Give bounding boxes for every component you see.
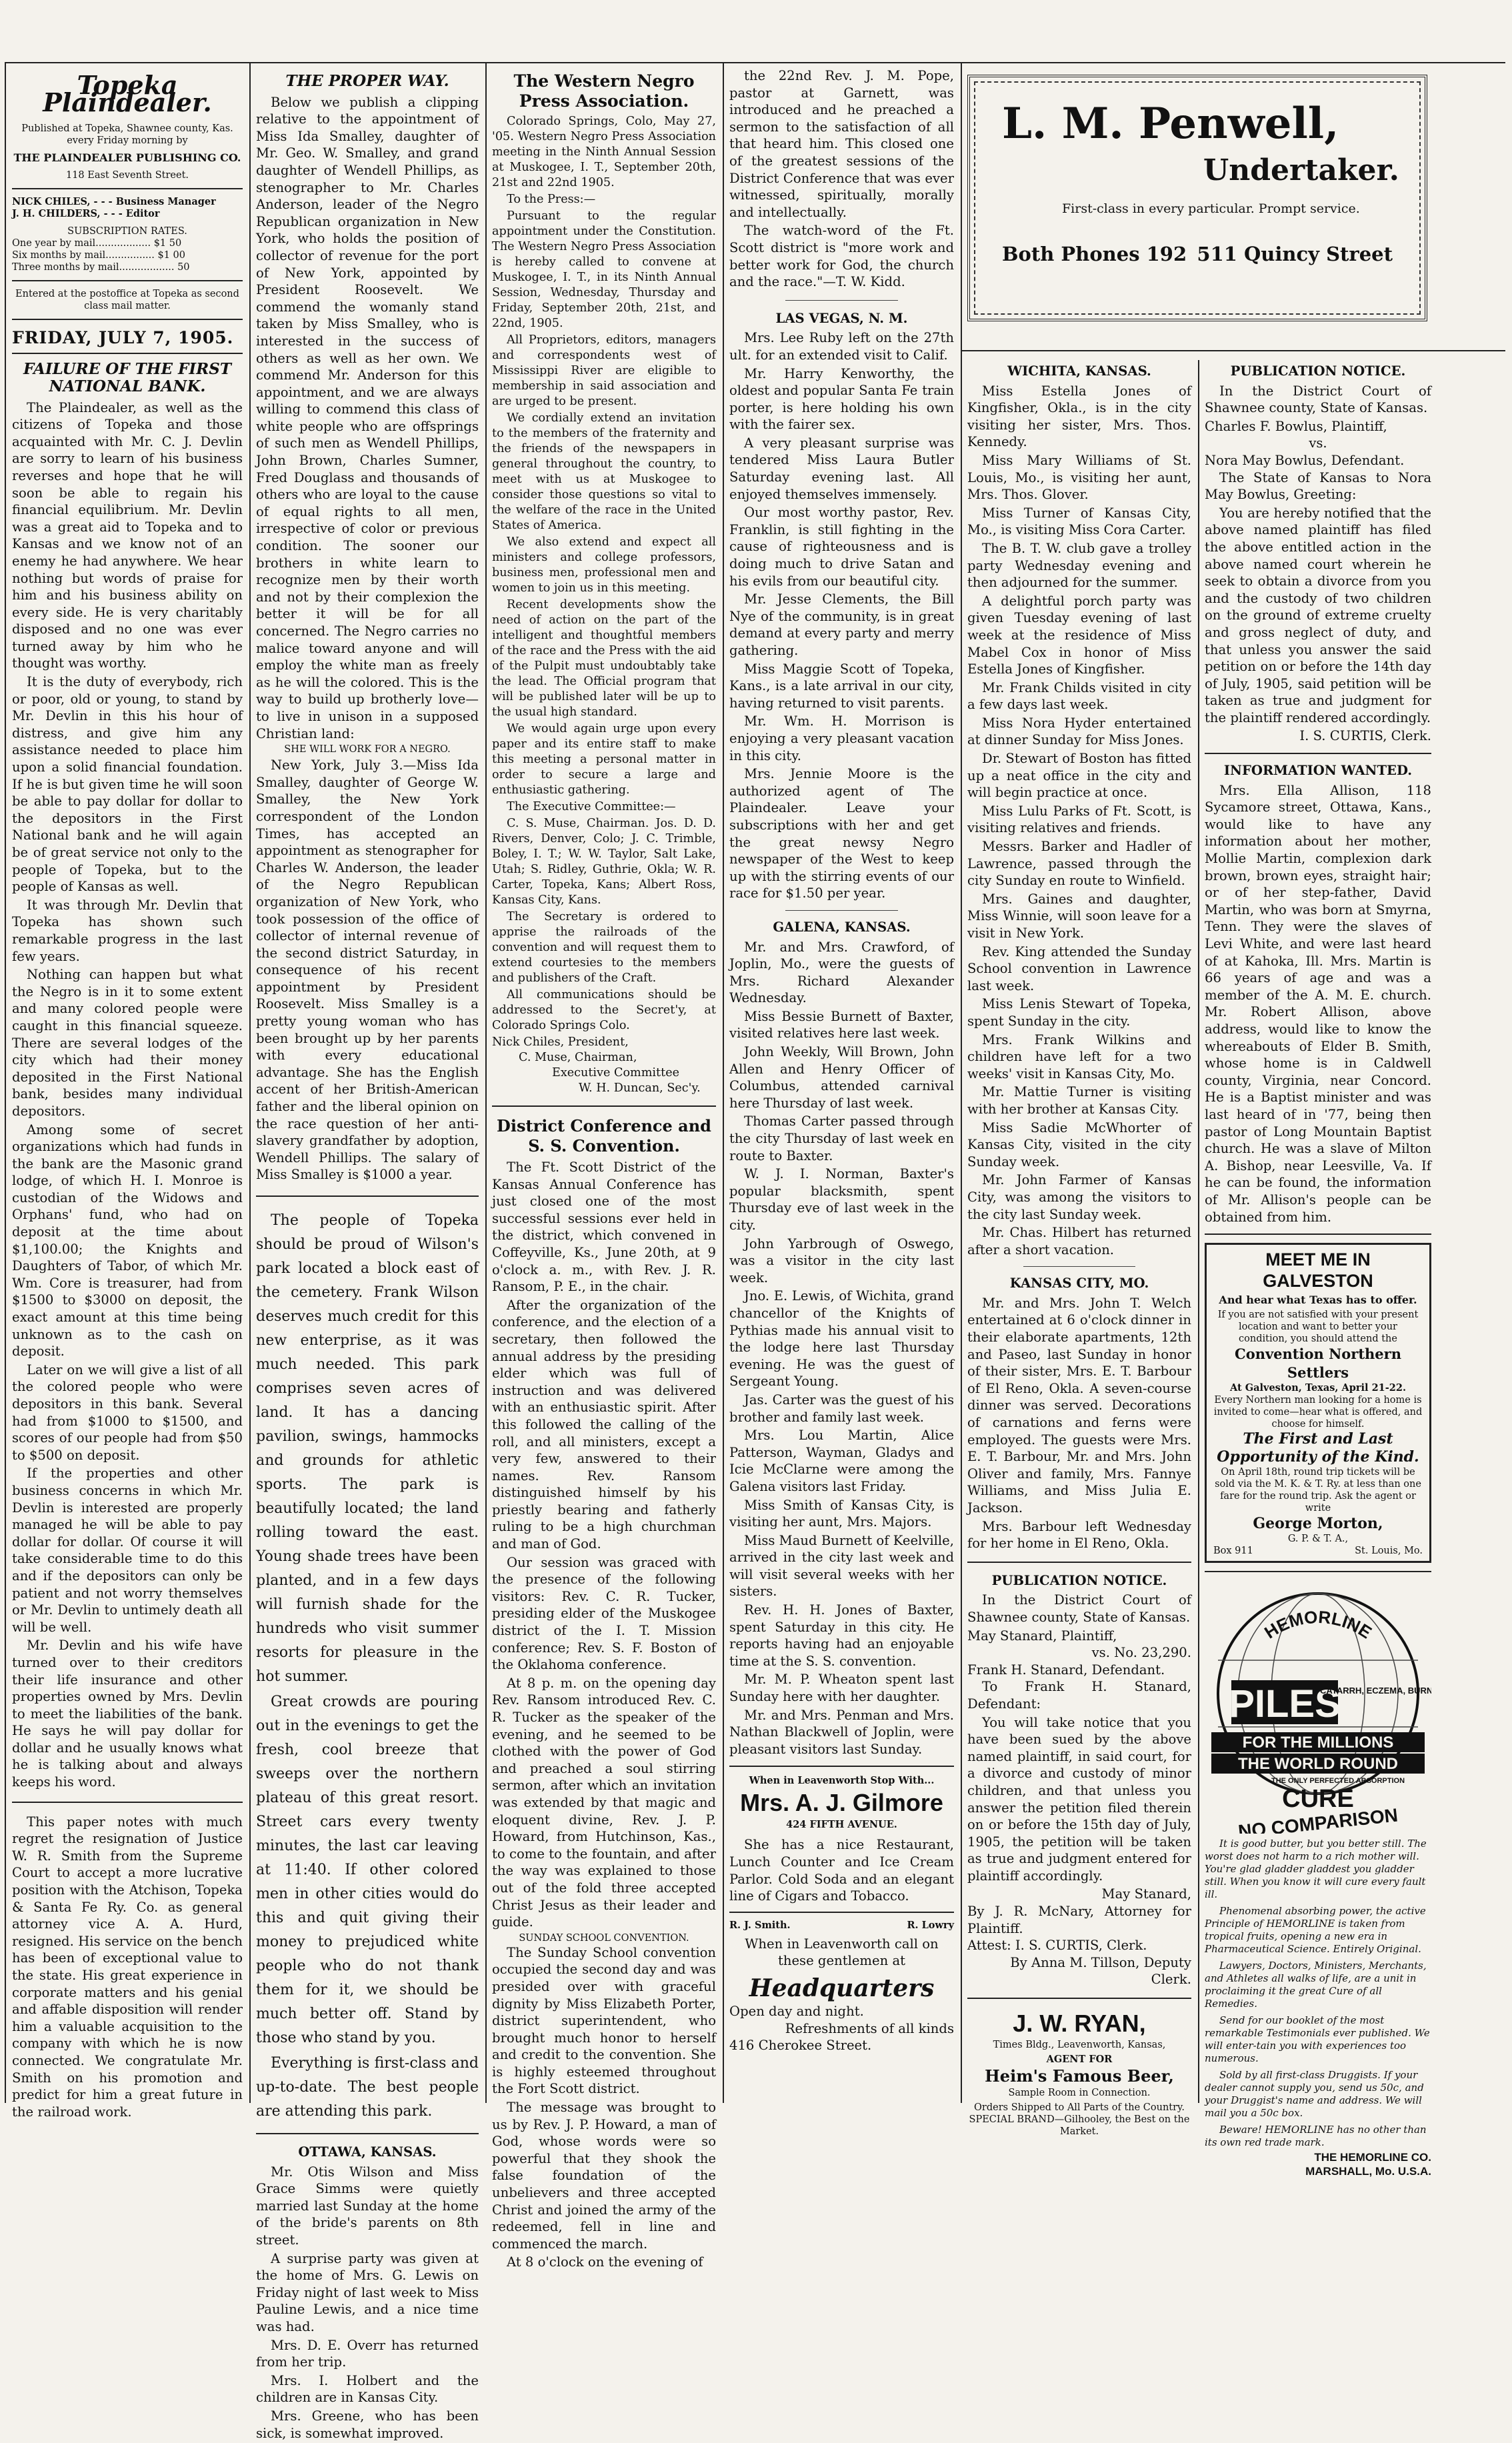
column-6 xyxy=(1205,360,1431,2178)
article-paragraph: We also extend and expect all ministers and college professors, business men, professional men and women to join us in this meeting. xyxy=(492,535,716,595)
ryan-agent: AGENT FOR xyxy=(1046,2054,1113,2066)
galveston-role: G. P. & T. A., xyxy=(1287,1533,1349,1544)
article-paragraph: The Plaindealer, as well as the citizens of Topeka and those acquainted with Mr. C. J. Devlin are sorry to learn of his business reverses and hope that he will soon be able to regain his financial equilibrium. Mr. Devlin was a great aid to Topeka and to Kansas and we know not of an enemy he had anywhere. We hear nothing but words of praise for him and his business ability on every side. He is very charitably disposed and no one was ever turned away by him who he thought was worthy. xyxy=(12,399,243,671)
rate-line: Three months by mail.................. 50 xyxy=(12,261,190,273)
article-paragraph: Colorado Springs, Colo, May 27, '05. Western Negro Press Association meeting in the Ninth Annual Session at Muskogee, I. T., September 20th, 21st and 22nd 1905. xyxy=(492,115,716,189)
notice-line: vs. No. 23,290. xyxy=(1091,1645,1191,1661)
hemorline-band-small: THE ONLY PERFECTED ABSORPTION xyxy=(1271,1776,1405,1785)
hemorline-piles: PILES xyxy=(1229,1682,1341,1726)
article-paragraph: Miss Lulu Parks of Ft. Scott, is visiting relatives and friends. xyxy=(967,803,1191,836)
hemorline-text: It is good butter, but you better still. The worst does not harm to a rich mother will. You're glad gladder gladdest you gladder still. When you know it will cure every fault ill. xyxy=(1205,1838,1427,1901)
headline-information-wanted: INFORMATION WANTED. xyxy=(1223,763,1413,779)
headline-kansas-city: KANSAS CITY, MO. xyxy=(1009,1276,1149,1292)
notice-line: You will take notice that you have been sued by the above named plaintiff, in said court, for a divorce and custody of minor children, and that unless you answer the petition filed therein on or before the 15th day of July, 1905, the petition will be taken as true and judgment entered for plaintiff accordingly. xyxy=(967,1714,1191,1884)
penwell-phones: Both Phones 192 xyxy=(1002,243,1187,265)
article-paragraph: It was through Mr. Devlin that Topeka has shown such remarkable progress in the last few years. xyxy=(12,897,243,964)
article-paragraph: The message was brought to us by Rev. J. P. Howard, a man of God, whose words were so powerful that they shook the false foundation of the unbelievers and three accepted Christ and joined the army of the redeemed, fell in line and commenced the march. xyxy=(492,2100,716,2252)
article-paragraph: Mr. Mattie Turner is visiting with her brother at Kansas City. xyxy=(967,1084,1191,1117)
ryan-beer: Heim's Famous Beer, xyxy=(985,2066,1174,2086)
article-paragraph: Mr. Chas. Hilbert has returned after a short vacation. xyxy=(967,1225,1191,1258)
article-paragraph: Mrs. Ella Allison, 118 Sycamore street, Ottawa, Kans., would like to have any information about her mother, Mollie Martin, complexion dark brown, brown eyes, straight hair; or of her step-father, David Martin, who was born at Smyrna, Tenn. They were the slaves of Levi White, and were last heard of at Kahoka, Ill. Mrs. Martin is 66 years of age and was a member of the A. M. E. church. Mr. Robert Allison, above address, would like to know the whereabouts of Elder B. Smith, whose home is in Caldwell county, Virginia, near Concord. He is a Baptist minister and was last heard of in '77, being then pastor of Long Mountain Baptist church. He was a slave of Milton A. Bishop, near Leesville, Va. If he can be found, the information of Mr. Allison's people can be obtained from him. xyxy=(1205,782,1431,1225)
article-paragraph: Mr. and Mrs. Crawford, of Joplin, Mo., were the guests of Mrs. Richard Alexander Wednesday. xyxy=(729,939,954,1006)
headline-press-association: The Western Negro Press Association. xyxy=(513,71,695,111)
article-paragraph: Mr. John Farmer of Kansas City, was among the visitors to the city last Sunday week. xyxy=(967,1172,1191,1222)
hemorline-text: Send for our booklet of the most remarkable Testimonials ever published. We will enter-tain you with experiences too numerous. xyxy=(1205,2014,1430,2065)
masthead-staff-1: NICK CHILES, - - - Business Manager xyxy=(12,195,216,207)
hemorline-band: THE WORLD ROUND xyxy=(1238,1754,1398,1773)
notice-line: Nora May Bowlus, Defendant. xyxy=(1205,452,1405,468)
article-paragraph: Mrs. I. Holbert and the children are in Kansas City. xyxy=(256,2372,479,2406)
article-paragraph: Miss Maud Burnett of Keelville, arrived in the city last week and will visit several weeks with her sisters. xyxy=(729,1532,954,1600)
article-paragraph: It is the duty of everybody, rich or poor, old or young, to stand by Mr. Devlin in this his hour of distress, and give him any assistance needed to place him upon a solid financial foundation. If he is but given time he will soon be able to pay dollar for dollar to the depositors in the First National bank and he will again be of great service not only to the people of Topeka, but to the people of Kansas as well. xyxy=(12,674,243,895)
gilmore-top: When in Leavenworth Stop With... xyxy=(749,1775,935,1787)
hemorline-text: Phenomenal absorbing power, the active Principle of HEMORLINE is taken from tropical fruits, opening a new era in Pharmaceutical Science. Entirely Original. xyxy=(1205,1905,1426,1956)
article-paragraph: Miss Maggie Scott of Topeka, Kans., is a late arrival in our city, having returned to visit parents. xyxy=(729,661,954,711)
galveston-city: St. Louis, Mo. xyxy=(1355,1545,1423,1556)
galveston-name: George Morton, xyxy=(1253,1514,1383,1532)
notice-line: In the District Court of Shawnee county, State of Kansas. xyxy=(967,1592,1191,1625)
article-paragraph: John Yarbrough of Oswego, was a visitor in the city last week. xyxy=(729,1236,954,1286)
article-paragraph: The Ft. Scott District of the Kansas Annual Conference has just closed one of the most successful sessions ever held in the district, which convened in Coffeyville, Ks., June 20th, at 9 o'clock a. m., with Rev. J. R. Ransom, P. E., in the chair. xyxy=(492,1159,716,1295)
headline-district-conference: District Conference and S. S. Convention. xyxy=(497,1116,711,1155)
article-paragraph: Mrs. Lee Ruby left on the 27th ult. for an extended visit to Calif. xyxy=(729,330,954,363)
hemorline-band: FOR THE MILLIONS xyxy=(1242,1733,1394,1752)
article-paragraph: Mr. Frank Childs visited in city a few days last week. xyxy=(967,679,1191,713)
hemorline-side: CATARRH, ECZEMA, BURNS xyxy=(1320,1685,1431,1696)
article-paragraph: The B. T. W. club gave a trolley party Wednesday evening and then adjourned for the summer. xyxy=(967,540,1191,591)
gilmore-ad xyxy=(729,1775,954,1904)
article-paragraph: Miss Turner of Kansas City, Mo., is visiting Miss Cora Carter. xyxy=(967,505,1191,538)
headline-wichita: WICHITA, KANSAS. xyxy=(1007,363,1151,379)
article-paragraph: All Proprietors, editors, managers and correspondents west of Mississippi River are eligible to membership in said association and are urged to be present. xyxy=(492,333,716,408)
ryan-name: J. W. RYAN, xyxy=(1013,2010,1146,2038)
headquarters-ad xyxy=(729,1920,954,2054)
article-paragraph: Miss Nora Hyder entertained at dinner Sunday for Miss Jones. xyxy=(967,715,1191,748)
column-4 xyxy=(729,63,954,2054)
galveston-sub: And hear what Texas has to offer. xyxy=(1219,1294,1417,1307)
article-paragraph: Mrs. Gaines and daughter, Miss Winnie, will soon leave for a visit in New York. xyxy=(967,891,1191,941)
article-paragraph: The Sunday School convention occupied the second day and was presided over with graceful dignity by Miss Elizabeth Porter, district superintendent, who brought much honor to herself and credit to the convention. She is highly esteemed throughout the Fort Scott district. xyxy=(492,1944,716,2097)
notice-line: May Stanard, xyxy=(1101,1886,1191,1902)
article-paragraph: John Weekly, Will Brown, John Allen and Henry Officer of Columbus, attended carnival here Thursday of last week. xyxy=(729,1044,954,1111)
article-paragraph: Mr. Otis Wilson and Miss Grace Simms were quietly married last Sunday at the home of the bride's parents on 8th street. xyxy=(256,2164,479,2248)
article-paragraph: Mrs. Jennie Moore is the authorized agent of The Plaindealer. Leave your subscriptions with her and get the great newsy Negro newspaper of the West to keep up with the stirring events of our race for $1.50 per year. xyxy=(729,766,954,901)
hemorline-no-comparison: NO COMPARISON xyxy=(1237,1804,1399,1834)
hemorline-globe xyxy=(1205,1580,1431,1834)
headline-las-vegas: LAS VEGAS, N. M. xyxy=(775,310,908,326)
article-paragraph: Miss Sadie McWhorter of Kansas City, visited in the city Sunday week. xyxy=(967,1119,1191,1169)
article-paragraph: Jno. E. Lewis, of Wichita, grand chancellor of the Knights of Pythias made his annual visit to the lodge here last Thursday evening. He was the guest of Sergeant Young. xyxy=(729,1288,954,1390)
article-paragraph: the 22nd Rev. J. M. Pope, pastor at Garnett, was introduced and he preached a sermon to the satisfaction of all that heard him. This closed one of the greatest sessions of the District Conference that was ever witnessed, spiritually, morally and intellectually. xyxy=(729,68,954,220)
article-paragraph: New York, July 3.—Miss Ida Smalley, daughter of George W. Smalley, the New York correspondent of the London Times, has accepted an appointment as stenographer for Charles W. Anderson, the leader of the Negro Republican organization of New York, who took possession of the office of collector of internal revenue of the second district Saturday, in consequence of his recent appointment by President Roosevelt. Miss Smalley is a pretty young woman who has been brought up by her parents with every educational advantage. She has the English accent of her British-American father and the liberal opinion on the race question of her anti-slavery grandfather by adoption, Wendell Phillips. The salary of Miss Smalley is $1000 a year. xyxy=(256,757,479,1183)
article-paragraph: Our most worthy pastor, Rev. Franklin, is still fighting in the cause of righteousness and is doing much to drive Satan and his evils from our beautiful city. xyxy=(729,505,954,589)
article-paragraph: Recent developments show the need of action on the part of the intelligent and thoughtful members of the race and the Press with the aid of the Pulpit must undoubtably take the lead. The Official program that will be published later will be up to the usual high standard. xyxy=(492,598,716,719)
hemorline-city: MARSHALL, Mo. U.S.A. xyxy=(1305,2165,1431,2178)
masthead-staff-2: J. H. CHILDERS, - - - Editor xyxy=(12,207,160,219)
gilmore-name: Mrs. A. J. Gilmore xyxy=(740,1789,943,1817)
hq-line: Refreshments of all kinds xyxy=(785,2020,954,2036)
article-paragraph: Later on we will give a list of all the colored people who were depositors in this bank. Several had from $1000 to $1500, and scores of our people had from $50 to $500 on deposit. xyxy=(12,1362,243,1463)
article-paragraph: A delightful porch party was given Tuesday evening of last week at the residence of Miss Mabel Cox in honor of Miss Estella Jones of Kingfisher. xyxy=(967,593,1191,677)
hq-line: Open day and night. xyxy=(729,2003,864,2019)
article-paragraph: Miss Mary Williams of St. Louis, Mo., is visiting her aunt, Mrs. Thos. Glover. xyxy=(967,452,1191,503)
headline-failure: FAILURE OF THE FIRST NATIONAL BANK. xyxy=(23,360,231,395)
notice-line: In the District Court of Shawnee county, State of Kansas. xyxy=(1205,383,1431,416)
article-paragraph: This paper notes with much regret the resignation of Justice W. R. Smith from the Supreme Court to accept a more lucrative position with the Atchison, Topeka & Santa Fe Ry. Co. as general attorney vice A. A. Hurd, resigned. His service on the bench has been of exceptional value to the state. His great experience in corporate matters and his genial and affable disposition will render him a valuable acquisition to the company with which he is now connected. We congratulate Mr. Smith on his promotion and predict for him a great future in the railroad work. xyxy=(12,1814,243,2120)
article-paragraph: Mrs. Lou Martin, Alice Patterson, Wayman, Gladys and Icie McClarne were among the Galena visitors last Friday. xyxy=(729,1428,954,1494)
article-paragraph: Our session was graced with the presence of the following visitors: Rev. C. R. Tucker, presiding elder of the Muskogee district of the I. T. Mission conference; Rev. S. F. Boston of the Oklahoma conference. xyxy=(492,1554,716,1673)
penwell-address: 511 Quincy Street xyxy=(1197,243,1393,265)
subhead: SHE WILL WORK FOR A NEGRO. xyxy=(284,744,451,755)
galveston-big: The First and Last Opportunity of the Kind. xyxy=(1217,1430,1419,1466)
penwell-desc: First-class in every particular. Prompt service. xyxy=(1062,201,1360,216)
column-rule xyxy=(723,63,724,2103)
galveston-title: MEET ME IN GALVESTON xyxy=(1263,1250,1373,1292)
ryan-bldg: Times Bldg., Leavenworth, Kansas, xyxy=(993,2040,1166,2051)
masthead-publisher: THE PLAINDEALER PUBLISHING CO. xyxy=(13,151,241,165)
hemorline-ad xyxy=(1205,1580,1431,2179)
ryan-orders: Orders Shipped to All Parts of the Country. SPECIAL BRAND—Gilhooley, the Best on the Market. xyxy=(969,2102,1190,2138)
hemorline-maker: THE HEMORLINE CO. xyxy=(1314,2151,1431,2164)
rate-line: Six months by mail................ $1 00 xyxy=(12,249,186,261)
article-paragraph: Jas. Carter was the guest of his brother and family last week. xyxy=(729,1392,954,1425)
article-paragraph: Mr. Wm. H. Morrison is enjoying a very pleasant vacation in this city. xyxy=(729,713,954,763)
article-paragraph: The Executive Committee:— xyxy=(507,800,676,813)
signer: Nick Chiles, President, xyxy=(492,1035,629,1049)
column-5 xyxy=(967,360,1191,2138)
article-paragraph: Mr. Jesse Clements, the Bill Nye of the community, is in great demand at every party and merry gathering. xyxy=(729,591,954,658)
article-paragraph: Mr. Devlin and his wife have turned over to their creditors their life insurance and other properties owned by Mrs. Devlin to meet the liabilities of the bank. He says he will pay dollar for dollar and he usually knows what he is talking about and always keeps his word. xyxy=(12,1638,243,1790)
hemorline-arc: HEMORLINE xyxy=(1261,1606,1375,1643)
notice-line: vs. xyxy=(1309,435,1327,451)
galveston-line: At Galveston, Texas, April 21-22. xyxy=(1229,1382,1407,1394)
article-paragraph: Among some of secret organizations which had funds in the bank are the Masonic grand lodge, of which H. I. Monroe is custodian of the Widows and Orphans' fund, who had on deposit at the time about $1,100.00; the Knights and Daughters of Tabor, of which Mr. Wm. Core is treasurer, had from $1500 to $3000 on deposit, the exact amount at this time being unknown as to the cash on deposit. xyxy=(12,1121,243,1360)
column-2 xyxy=(256,63,479,2443)
rule xyxy=(961,350,1505,351)
rate-line: One year by mail.................. $1 50 xyxy=(12,237,182,249)
article-paragraph: Nothing can happen but what the Negro is in it to some extent and many colored people were caught in this financial squeeze. There are several lodges of the city which had their money deposited in the First National bank, besides many individual depositors. xyxy=(12,967,243,1119)
hq-address: 416 Cherokee Street. xyxy=(729,2038,872,2054)
signer: W. H. Duncan, Sec'y. xyxy=(579,1081,701,1095)
article-paragraph: Miss Lenis Stewart of Topeka, spent Sunday in the city. xyxy=(967,996,1191,1029)
article-paragraph: We cordially extend an invitation to the members of the fraternity and the friends of the newspapers in general throughout the country, to meet with us at Muskogee to consider those questions so vital to the welfare of the race in the United States of America. xyxy=(492,411,716,532)
article-paragraph: Miss Smith of Kansas City, is visiting her aunt, Mrs. Majors. xyxy=(729,1497,954,1530)
notice-line: Attest: I. S. CURTIS, Clerk. xyxy=(967,1938,1147,1954)
article-paragraph: C. S. Muse, Chairman. Jos. D. D. Rivers, Denver, Colo; J. C. Trimble, Boley, I. T.; W. W. Taylor, Salt Lake, Utah; S. Ridley, Guthrie, Okla; W. R. Carter, Topeka, Kans; Albert Ross, Kansas City, Kans. xyxy=(492,817,716,907)
article-paragraph: The watch-word of the Ft. Scott district is "more work and better work for God, the church and the race."—T. W. Kidd. xyxy=(729,223,954,290)
article-paragraph: Mrs. Frank Wilkins and children have left for a two weeks' visit in Kansas City, Mo. xyxy=(967,1031,1191,1081)
masthead-pub-line: Published at Topeka, Shawnee county, Kas. every Friday morning by xyxy=(21,123,233,147)
galveston-line: Every Northern man looking for a home is invited to come—hear what is offered, and choose for himself. xyxy=(1213,1394,1423,1430)
article-paragraph: After the organization of the conference, and the election of a secretary, then followed the annual address by the presiding elder which was full of instruction and was delivered with an enthusiastic spirit. After this followed the calling of the roll, and all ministers, except a very few, answered to their names. Rev. Ransom distinguished himself by his priestly bearing and fatherly ruling to be a high churchman and man of God. xyxy=(492,1297,716,1552)
rates-heading: SUBSCRIPTION RATES. xyxy=(67,225,187,237)
signer: Executive Committee xyxy=(552,1066,680,1079)
issue-date: FRIDAY, JULY 7, 1905. xyxy=(12,327,234,347)
galveston-convention: Convention Northern Settlers xyxy=(1234,1345,1401,1381)
galveston-line: If you are not satisfied with your present location and want to better your condition, you should attend the xyxy=(1217,1309,1419,1344)
hq-name: R. Lowry xyxy=(907,1919,954,1931)
article-paragraph: Miss Bessie Burnett of Baxter, visited relatives here last week. xyxy=(729,1008,954,1041)
headline-ottawa: OTTAWA, KANSAS. xyxy=(298,2144,437,2160)
hq-title: Headquarters xyxy=(749,1974,935,2002)
article-paragraph: Messrs. Barker and Hadler of Lawrence, passed through the city Sunday en route to Winfield. xyxy=(967,839,1191,889)
masthead-address: 118 East Seventh Street. xyxy=(65,169,189,181)
border-left xyxy=(5,63,6,2103)
article-paragraph: A very pleasant surprise was tendered Miss Laura Butler Saturday evening last. All enjoyed themselves immensely. xyxy=(729,435,954,502)
article-paragraph: To the Press:— xyxy=(507,193,596,206)
subhead: SUNDAY SCHOOL CONVENTION. xyxy=(519,1932,689,1944)
article-paragraph: We would again urge upon every paper and its entire staff to make this meeting a personal matter in order to secure a large and enthusiastic gathering. xyxy=(492,722,716,797)
article-paragraph: Dr. Stewart of Boston has fitted up a neat office in the city and will begin practice at once. xyxy=(967,751,1191,801)
hemorline-text: Sold by all first-class Druggists. If your dealer cannot supply you, send us 50c, and your Druggist's name and address. We will mail you a 50c box. xyxy=(1205,2069,1424,2120)
column-rule xyxy=(485,63,487,2103)
notice-line: By J. R. McNary, Attorney for Plaintiff. xyxy=(967,1904,1191,1936)
notice-line: By Anna M. Tillson, Deputy Clerk. xyxy=(1010,1954,1191,1988)
notice-line: I. S. CURTIS, Clerk. xyxy=(1299,728,1431,744)
column-1 xyxy=(12,63,243,2122)
article-paragraph: The Secretary is ordered to apprise the railroads of the convention and will request them to extend courtesies to the members and publishers of the Craft. xyxy=(492,910,716,985)
hemorline-text: Lawyers, Doctors, Ministers, Merchants, and Athletes all walks of life, are a unit in proclaiming it the great Cure of all Remedies. xyxy=(1205,1960,1427,2010)
article-paragraph: Thomas Carter passed through the city Thursday of last week en route to Baxter. xyxy=(729,1113,954,1163)
notice-line: You are hereby notified that the above named plaintiff has filed the above entitled action in the above named court wherein he seek to obtain a divorce from you and the custody of two children on the ground of extreme cruelty and gross neglect of duty, and that unless you answer the said petition on or before the 14th day of July, 1905, said petition will be taken as true and judgment for the plaintiff rendered accordingly. xyxy=(1205,505,1431,725)
article-paragraph: At 8 o'clock on the evening of xyxy=(507,2254,703,2270)
article-paragraph: Mr. and Mrs. Penman and Mrs. Nathan Blackwell of Joplin, were pleasant visitors last Sunday. xyxy=(729,1707,954,1757)
article-paragraph: If the properties and other business concerns in which Mr. Devlin is interested are properly managed he will be able to pay dollar for dollar. Of course it will take considerable time to do this and if the depositors can only be patient and not worry themselves or Mr. Devlin to untimely death all will be well. xyxy=(12,1466,243,1635)
park-paragraph: Great crowds are pouring out in the evenings to get the fresh, cool breeze that sweeps over the northern plateau of this great resort. Street cars every twenty minutes, the last car leaving at 11:40. If other colored men in other cities would do this and quit giving their money to prejudiced white people who do not thank them for it, we should be much better off. Stand by those who stand by you. xyxy=(256,1694,479,2046)
hq-name: R. J. Smith. xyxy=(729,1919,791,1931)
galveston-line: On April 18th, round trip tickets will be sold via the M. K. & T. Ry. at less than one fare for the round trip. Ask the agent or write xyxy=(1215,1466,1421,1514)
penwell-ad xyxy=(967,75,1427,321)
gilmore-address: 424 FIFTH AVENUE. xyxy=(786,1819,897,1831)
hemorline-text: Beware! HEMORLINE has no other than its own red trade mark. xyxy=(1205,2124,1427,2149)
entered-notice: Entered at the postoffice at Topeka as second class mail matter. xyxy=(15,288,239,311)
headline-publication-notice: PUBLICATION NOTICE. xyxy=(991,1572,1167,1588)
notice-line: Charles F. Bowlus, Plaintiff, xyxy=(1205,418,1387,434)
gilmore-body: She has a nice Restaurant, Lunch Counter and Ice Cream Parlor. Cold Soda and an elegant line of Cigars and Tobacco. xyxy=(729,1837,954,1904)
notice-line: Frank H. Stanard, Defendant. xyxy=(967,1662,1165,1678)
penwell-role: Undertaker. xyxy=(1203,153,1399,187)
article-paragraph: Mrs. Greene, who has been sick, is somewhat improved. xyxy=(256,2408,479,2441)
article-paragraph: W. J. I. Norman, Baxter's popular blacksmith, spent Thursday eve of last week in the city. xyxy=(729,1166,954,1233)
article-paragraph: At 8 p. m. on the opening day Rev. Ransom introduced Rev. C. R. Tucker as the speaker of the evening, and he seemed to be clothed with the power of God and preached a soul stirring sermon, after which an invitation was extended by that magic and eloquent divine, Rev. J. P. Howard, from Hutchinson, Kas., to come to the fountain, and after the way was explained to those out of the fold three accepted Christ Jesus as their leader and guide. xyxy=(492,1675,716,1930)
article-paragraph: All communications should be addressed to the Secret'y, at Colorado Springs Colo. xyxy=(492,988,716,1032)
article-paragraph: Mrs. Barbour left Wednesday for her home in El Reno, Okla. xyxy=(967,1518,1191,1552)
article-paragraph: Mr. Harry Kenworthy, the oldest and popular Santa Fe train porter, is here holding his own with the fairer sex. xyxy=(729,365,954,433)
notice-line: May Stanard, Plaintiff, xyxy=(967,1628,1117,1644)
article-paragraph: Rev. H. H. Jones of Baxter, spent Saturday in this city. He reports having had an enjoyable time at the S. S. convention. xyxy=(729,1602,954,1669)
hq-line: When in Leavenworth call on these gentlemen at xyxy=(745,1936,939,1969)
signer: C. Muse, Chairman, xyxy=(519,1051,637,1064)
masthead-title: Topeka Plaindealer. xyxy=(43,70,212,117)
park-paragraph: The people of Topeka should be proud of Wilson's park located a block east of the cemetery. Frank Wilson deserves much credit for this new enterprise, as it was much needed. This park comprises seven acres of land. It has a dancing pavilion, swings, hammocks and grounds for athletic sports. The park is beautifully located; the land rolling toward the east. Young shade trees have been planted, and in a few days will furnish shade for the hundreds who visit summer resorts for pleasure in the hot summer. xyxy=(256,1212,479,1685)
headline-publication-notice: PUBLICATION NOTICE. xyxy=(1230,363,1406,379)
column-rule xyxy=(961,63,962,2103)
article-paragraph: Below we publish a clipping relative to the appointment of Miss Ida Smalley, daughter of Mr. Geo. W. Smalley, and grand daughter of Wendell Phillips, as stenographer to Mr. Charles Anderson, leader of the Negro Republican organization in New York, who holds the position of collector of revenue for the port of New York, appointed by President Roosevelt. We commend the womanly stand taken by Miss Smalley, who is interested in the success of others as well as her own. We commend Mr. Anderson for this appointment, and we are always willing to commend this class of white people who are offsprings of such men as Wendell Phillips, John Brown, Charles Sumner, Fred Douglass and thousands of others who are loyal to the cause of equal rights to all men, irrespective of color or previous condition. The sooner our brothers in white learn to recognize men by their worth and not by their complexion the better it will be for all concerned. The Negro carries no malice toward anyone and will employ the white man as freely as he will the colored. This is the way to build up brotherly love—to live in unison in a supposed Christian land: xyxy=(256,94,479,741)
galveston-box: Box 911 xyxy=(1213,1545,1253,1556)
headline-proper-way: THE PROPER WAY. xyxy=(285,72,449,90)
column-rule xyxy=(1198,360,1199,2103)
ryan-ad xyxy=(967,2008,1191,2138)
notice-line: The State of Kansas to Nora May Bowlus, Greeting: xyxy=(1205,469,1431,503)
notice-line: To Frank H. Stanard, Defendant: xyxy=(967,1679,1191,1712)
column-rule xyxy=(249,63,251,2103)
article-paragraph: Mr. and Mrs. John T. Welch entertained at 6 o'clock dinner in their elaborate apartments, 12th and Paseo, last Sunday in honor of their sister, Mrs. E. T. Barbour of El Reno, Okla. A seven-course dinner was served. Decorations of carnations and ferns were employed. The guests were Mrs. E. T. Barbour, Mr. and Mrs. John Oliver and family, Mrs. Fannye Williams, and Miss Julia E. Jackson. xyxy=(967,1295,1191,1516)
article-paragraph: Miss Estella Jones of Kingfisher, Okla., is in the city visiting her sister, Mrs. Thos. Kennedy. xyxy=(967,383,1191,450)
article-paragraph: Mr. M. P. Wheaton spent last Sunday here with her daughter. xyxy=(729,1672,954,1705)
article-paragraph: Mrs. D. E. Overr has returned from her trip. xyxy=(256,2337,479,2370)
column-3 xyxy=(492,63,716,2272)
ryan-sample: Sample Room in Connection. xyxy=(1008,2088,1151,2099)
headline-galena: GALENA, KANSAS. xyxy=(773,919,911,935)
penwell-name: L. M. Penwell, xyxy=(1002,99,1339,149)
article-paragraph: A surprise party was given at the home of Mrs. G. Lewis on Friday night of last week to Miss Pauline Lewis, and a nice time was had. xyxy=(256,2250,479,2334)
article-paragraph: Pursuant to the regular appointment under the Constitution. The Western Negro Press Association is hereby called to convene at Muskogee, I. T., in its Ninth Annual Session, Wednesday, Thursday and Friday, September 20th, 21st, and 22nd, 1905. xyxy=(492,209,716,330)
park-paragraph: Everything is first-class and up-to-date. The best people are attending this park. xyxy=(256,2055,479,2120)
article-paragraph: Rev. King attended the Sunday School convention in Lawrence last week. xyxy=(967,943,1191,993)
hemorline-cure: CURE xyxy=(1282,1784,1354,1813)
galveston-ad xyxy=(1205,1243,1431,1563)
